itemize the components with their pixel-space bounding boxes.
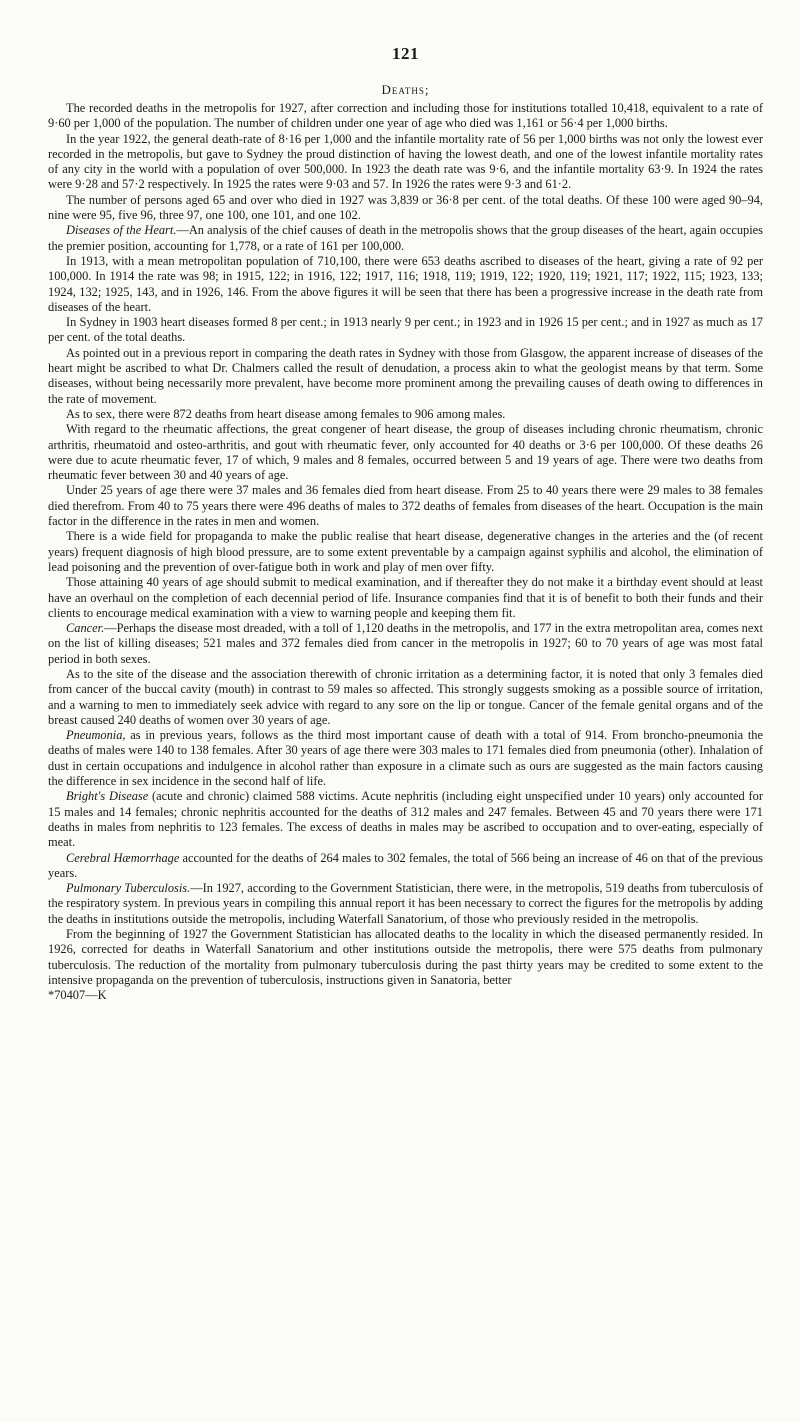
paragraph <box>48 881 763 927</box>
paragraph-text: With regard to the rheumatic affections, the great congener of heart disease, the group of diseases including chronic rheumatism, chronic arthritis, rheumatoid and osteo-arthritis, and gout with rheumatic fever, only accounted for 40 deaths or 3·6 per 100,000. Of these deaths 26 were due to acute rheumatic fever, 17 of which, 9 males and 8 females, occurred between 5 and 19 years of age. There were two deaths from rheumatic fever between 30 and 40 years of age. <box>48 422 763 483</box>
paragraph-text: —In 1927, according to the Government Statistician, there were, in the metropolis, 519 deaths from tuberculosis of the respiratory system. In previous years in compiling this annual report it has been necessary to correct the figures for the metropolis by adding the deaths in institutions outside the metropolis, including Waterfall Sanatorium, of those who previously resided in the metropolis. <box>48 881 763 926</box>
paragraph <box>48 132 763 193</box>
paragraph-heading: Pneumonia, <box>66 728 126 743</box>
page-number: 121 <box>392 44 419 63</box>
paragraph-heading: Cancer. <box>66 621 105 636</box>
paragraph-text: There is a wide field for propaganda to make the public realise that heart disease, degenerative changes in the arteries and the (of recent years) frequent diagnosis of high blood pressure, are to some extent preventable by a campaign against syphilis and alcohol, the elimination of lead poisoning and the prevention of over-fatigue both in work and play of men over fifty. <box>48 529 763 574</box>
paragraph-heading: Diseases of the Heart. <box>66 223 177 238</box>
body-text <box>48 101 763 988</box>
paragraph <box>48 346 763 407</box>
paragraph-text: As pointed out in a previous report in comparing the death rates in Sydney with those from Glasgow, the apparent increase of diseases of the heart might be ascribed to what Dr. Chalmers called the result of denudation, a process akin to what the geologist means by that term. Some diseases, without being necessarily more prevalent, have become more prominent among the prevailing causes of death owing to differences in the rate of movement. <box>48 345 763 406</box>
paragraph <box>48 193 763 224</box>
paragraph <box>48 483 763 529</box>
paragraph-text: As to the site of the disease and the association therewith of chronic irritation as a determining factor, it is noted that only 3 females died from cancer of the buccal cavity (mouth) in contrast to 59 males so affected. This strongly suggests smoking as a possible source of irritation, and a warning to men to immediately seek advice with regard to any sore on the lip or tongue. Cancer of the female genital organs and of the breast caused 240 deaths of women over 30 years of age. <box>48 666 763 727</box>
paragraph <box>48 851 763 882</box>
paragraph-text: accounted for the deaths of 264 males to 302 females, the total of 566 being an increase of 46 on that of the previous years. <box>48 850 763 880</box>
paragraph-heading: Cerebral Hæmorrhage <box>66 850 180 865</box>
paragraph <box>48 422 763 483</box>
paragraph <box>48 927 763 988</box>
paragraph-text: As to sex, there were 872 deaths from heart disease among females to 906 among males. <box>66 406 506 421</box>
paragraph-text: In the year 1922, the general death-rate of 8·16 per 1,000 and the infantile mortality rate of 56 per 1,000 births was not only the lowest ever recorded in the metropolis, but gave to Sydney the proud distinction of having the lowest death, and one of the lowest infantile mortality rates of any city in the world with a population of over 500,000. In 1923 the death rate was 9·6, and the infantile mortality 63·9. In 1924 the rates were 9·28 and 57·2 respectively. In 1925 the rates were 9·03 and 57. In 1926 the rates were 9·3 and 61·2. <box>48 131 763 192</box>
paragraph-text: The number of persons aged 65 and over who died in 1927 was 3,839 or 36·8 per cent. of the total deaths. Of these 100 were aged 90–94, nine were 95, five 96, three 97, one 100, one 101, and one 102. <box>48 192 763 223</box>
paragraph <box>48 315 763 346</box>
section-title: Deaths; <box>381 82 430 97</box>
paragraph-text: From the beginning of 1927 the Government Statistician has allocated deaths to the locality in which the diseased permanently resided. In 1926, corrected for deaths in Waterfall Sanatorium and other institutions outside the metropolis, there were 575 deaths from pulmonary tuberculosis. The reduction of the mortality from pulmonary tuberculosis during the past thirty years may be credited to some extent to the intensive propaganda on the prevention of tuberculosis, instructions given in Sanatoria, better <box>48 927 763 987</box>
paragraph <box>48 728 763 789</box>
paragraph <box>48 407 763 422</box>
printer-reference: *70407—K <box>48 988 107 1003</box>
paragraph <box>48 621 763 667</box>
paragraph-text: —Perhaps the disease most dreaded, with a toll of 1,120 deaths in the metropolis, and 177 in the extra metropolitan area, comes next on the list of killing diseases; 521 males and 372 females died from cancer in the metropolis in 1927; 60 to 70 years of age was most fatal period in both sexes. <box>48 621 763 666</box>
paragraph <box>48 101 763 132</box>
paragraph <box>48 254 763 315</box>
paragraph-heading: Pulmonary Tuberculosis. <box>66 881 191 896</box>
document-page <box>48 44 763 1003</box>
paragraph <box>48 575 763 621</box>
paragraph-text: In 1913, with a mean metropolitan population of 710,100, there were 653 deaths ascribed to diseases of the heart, giving a rate of 92 per 100,000. In 1914 the rate was 98; in 1915, 122; in 1916, 122; 1917, 116; 1918, 119; 1919, 122; 1920, 119; 1921, 117; 1922, 115; 1923, 133; 1924, 132; 1925, 143, and in 1926, 146. From the above figures it will be seen that there has been a progressive increase in the death rate from diseases of the heart. <box>48 253 763 314</box>
paragraph <box>48 529 763 575</box>
paragraph-text: —An analysis of the chief causes of death in the metropolis shows that the group diseases of the heart, again occupies the premier position, accounting for 1,778, or a rate of 161 per 100,000. <box>48 223 763 253</box>
paragraph <box>48 789 763 850</box>
paragraph-text: Those attaining 40 years of age should submit to medical examination, and if thereafter they do not make it a birthday event should at least have an overhaul on the completion of each decennial period of life. Insurance companies find that it is of benefit to both their funds and their clients to encourage medical examination with a view to warning people and keeping them fit. <box>48 575 763 620</box>
paragraph <box>48 223 763 254</box>
paragraph-text: as in previous years, follows as the third most important cause of death with a total of 914. From broncho-pneumonia the deaths of males were 140 to 138 females. After 30 years of age there were 303 males to 171 females died from pneumonia (other). Inhalation of dust in certain occupations and indulgence in alcohol rather than exposure in a climate such as ours are suggested as the main factors causing the difference in sex incidence in the second half of life. <box>48 728 763 789</box>
paragraph-text: The recorded deaths in the metropolis for 1927, after correction and including those for institutions totalled 10,418, equivalent to a rate of 9·60 per 1,000 of the population. The number of children under one year of age who died was 1,161 or 56·4 per 1,000 births. <box>48 101 763 131</box>
paragraph-text: In Sydney in 1903 heart diseases formed 8 per cent.; in 1913 nearly 9 per cent.; in 1923 and in 1926 15 per cent.; and in 1927 as much as 17 per cent. of the total deaths. <box>48 315 763 345</box>
paragraph-text: (acute and chronic) claimed 588 victims. Acute nephritis (including eight unspecified under 10 years) only accounted for 15 males and 14 females; chronic nephritis accounted for the deaths of 312 males and 247 females. Between 45 and 70 years there were 171 deaths in males from nephritis to 123 females. The excess of deaths in males may be ascribed to occupation and to over-eating, especially of meat. <box>48 789 764 850</box>
paragraph-text: Under 25 years of age there were 37 males and 36 females died from heart disease. From 25 to 40 years there were 29 males to 38 females died therefrom. From 40 to 75 years there were 496 deaths of males to 372 deaths of females from diseases of the heart. Occupation is the main factor in the difference in the rates in men and women. <box>48 483 763 529</box>
paragraph-heading: Bright's Disease <box>66 789 149 804</box>
paragraph <box>48 667 763 728</box>
